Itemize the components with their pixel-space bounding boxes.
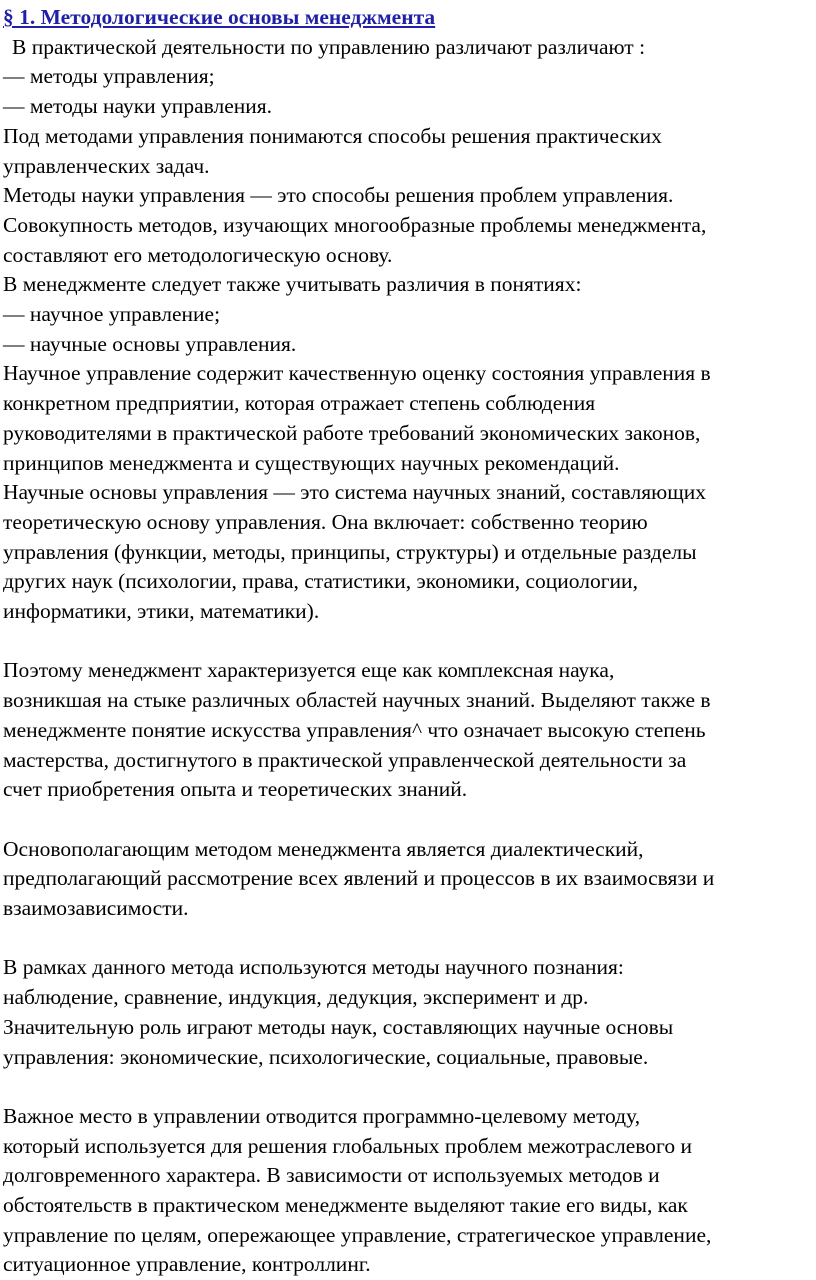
text-line: Совокупность методов, изучающих многообразные проблемы менеджмента, [3,212,707,237]
text-line: других наук (психологии, права, статистики, экономики, социологии, [3,569,638,594]
text-line: В рамках данного метода используются методы научного познания: [3,955,624,980]
text-line: Значительную роль играют методы наук, составляющих научные основы [3,1014,674,1039]
text-line: обстоятельств в практическом менеджменте выделяют такие его виды, как [3,1193,688,1218]
text-line: мастерства, достигнутого в практической управленческой деятельности за [3,747,687,772]
text-line: Под методами управления понимаются способы решения практических [3,123,662,148]
text-line: управления: экономические, психологические, социальные, правовые. [3,1044,649,1069]
text-line: возникшая на стыке различных областей научных знаний. Выделяют также в [3,688,711,713]
text-line: наблюдение, сравнение, индукция, дедукция, эксперимент и др. [3,985,589,1010]
text-line: взаимозависимости. [3,896,189,921]
text-line: — методы управления; [3,64,215,89]
text-line: управление по целям, опережающее управление, стратегическое управление, [3,1222,712,1247]
text-line: предполагающий рассмотрение всех явлений и процессов в их взаимосвязи и [3,866,715,891]
text-line: ситуационное управление, контроллинг. [3,1252,371,1277]
text-line: — научные основы управления. [3,331,297,356]
text-line: руководителями в практической работе требований экономических законов, [3,420,701,445]
text-line: управления (функции, методы, принципы, структуры) и отдельные разделы [3,539,697,564]
text-line: — методы науки управления. [3,94,273,119]
text-line: Научное управление содержит качественную оценку состояния управления в [3,361,711,386]
text-line: счет приобретения опыта и теоретических знаний. [3,777,468,802]
text-line: Поэтому менеджмент характеризуется еще как комплексная наука, [3,658,615,683]
text-line: В практической деятельности по управлению различают различают : [12,34,646,59]
text-line: Важное место в управлении отводится программно-целевому методу, [3,1103,641,1128]
body-text [3,33,816,1280]
text-line: менеджменте понятие искусства управления^ что означает высокую степень [3,717,706,742]
text-line: Методы науки управления — это способы решения проблем управления. [3,183,674,208]
paragraph-gap [3,627,816,657]
text-line: конкретном предприятии, которая отражает степень соблюдения [3,391,596,416]
text-line: Научные основы управления — это система научных знаний, составляющих [3,480,707,505]
paragraph-gap [3,924,816,954]
paragraph-gap [3,805,816,835]
section-title-link[interactable]: § 1. Методологические основы менеджмента [3,5,436,29]
text-line: Основополагающим методом менеджмента является диалектический, [3,836,644,861]
text-line: долговременного характера. В зависимости от используемых методов и [3,1163,660,1188]
text-line: — научное управление; [3,302,221,327]
text-line: информатики, этики, математики). [3,599,320,624]
text-line: управленческих задач. [3,153,210,178]
text-line: В менеджменте следует также учитывать различия в понятиях: [3,272,582,297]
text-line: принципов менеджмента и существующих научных рекомендаций. [3,450,620,475]
text-line: составляют его методологическую основу. [3,242,393,267]
text-line: теоретическую основу управления. Она включает: собственно теорию [3,509,648,534]
text-line: который используется для решения глобальных проблем межотраслевого и [3,1133,692,1158]
paragraph-gap [3,1072,816,1102]
